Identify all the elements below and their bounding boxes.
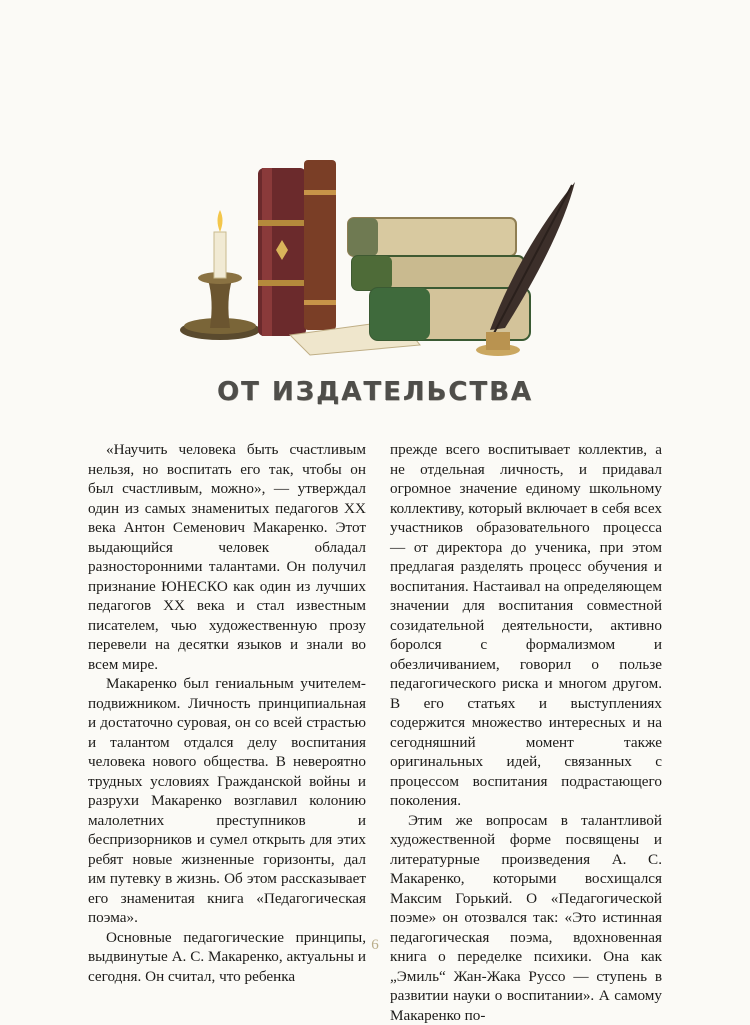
- books-candle-quill-illustration: [170, 160, 590, 370]
- candlestick-icon: [180, 210, 260, 340]
- left-column: [88, 440, 366, 986]
- paragraph: Этим же вопросам в талантливой художественной форме посвящены и литературные произведения А. С. Макаренко, которыми восхищался Максим Горький. О «Педагогической поэме» он отозвался так: «Это истинная педагогическая поэма, вдохновенная книга о переделке психики. Она как „Эмиль“ Жан-Жака Руссо — ступень в развитии науки о воспитании». А самому Макаренко по-: [390, 811, 662, 1025]
- paragraph: прежде всего воспитывает коллектив, а не отдельная личность, и придавал огромное значение единому школьному коллективу, который включает в себя всех участников образовательного процесса — от директора до ученика, при этом предлагая разделять процесс обучения и воспитания. Настаивал на определяющем значении для воспитания совместной созидательной деятельности, активно боролся с формализмом и обезличиванием, говорил о пользе педагогического риска и многом другом. В его статьях и выступлениях содержится множество интересных и на сегодняшний момент также оригинальных идей, связанных с процессом воспитания подрастающего поколения.: [390, 440, 662, 811]
- section-title: ОТ ИЗДАТЕЛЬСТВА: [0, 377, 750, 407]
- paragraph: Макаренко был гениальным учителем-подвижником. Личность принципиальная и достаточно суровая, он со всей страстью и талантом отдался делу воспитания человека нового общества. В невероятно трудных условиях Гражданской войны и разрухи Макаренко возглавил колонию малолетних преступников и беспризорников и сумел открыть для этих ребят новые жизненные горизонты, дал им путевку в жизнь. Об этом рассказывает его знаменитая книга «Педагогическая поэма».: [88, 674, 366, 928]
- maroon-book-icon: [258, 168, 306, 336]
- brown-book-icon: [304, 160, 336, 330]
- paragraph: «Научить человека быть счастливым нельзя, но воспитать его так, чтобы он был счастливым, можно», — утверждал один из самых знаменитых педагогов XX века Антон Семенович Макаренко. Этот выдающийся человек обладал разносторонними талантами. Он получил признание ЮНЕСКО как один из лучших педагогов XX века и стал известным писателем, чью художественную прозу перевели на десятки языков и знали во всем мире.: [88, 440, 366, 674]
- page-number: 6: [0, 937, 750, 954]
- paragraph: Основные педагогические принципы, выдвинутые А. С. Макаренко, актуальны и сегодня. Он считал, что ребенка: [88, 928, 366, 987]
